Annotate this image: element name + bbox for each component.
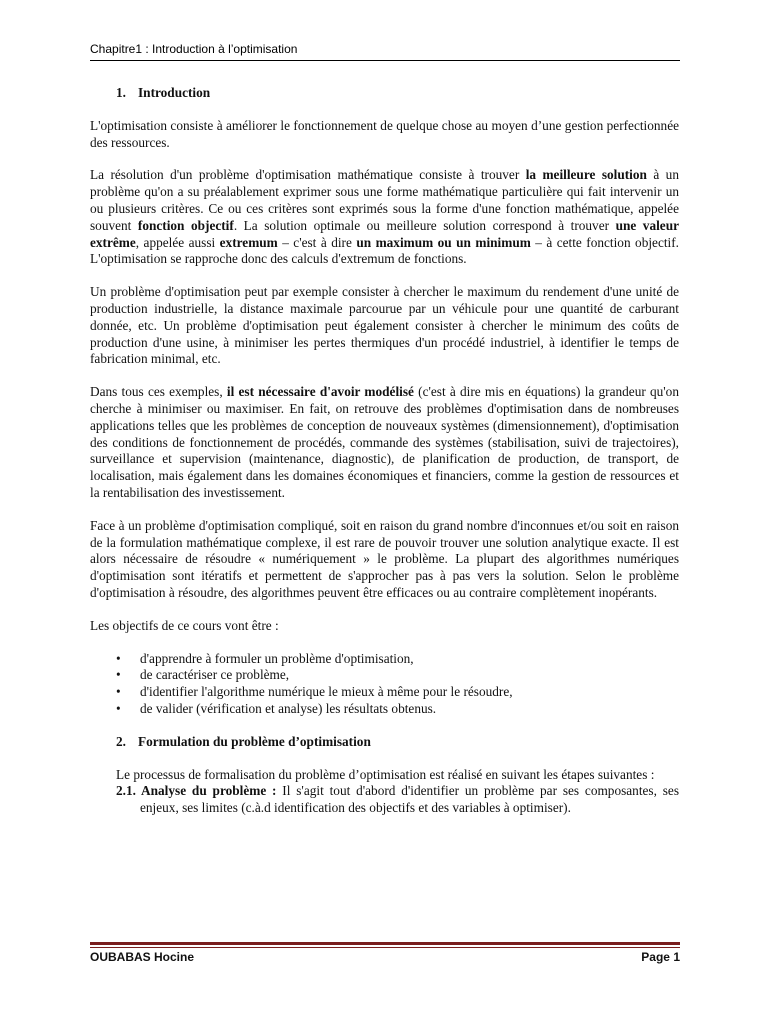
p2-bold-extremum: extremum: [219, 234, 278, 250]
section-2-number: 2.: [116, 733, 126, 749]
p2-text-i: – c'est à dire: [277, 234, 357, 250]
section-1-title: Introduction: [138, 85, 211, 100]
subsection-2-1-label: 2.1. Analyse du problème :: [116, 783, 277, 799]
section-1-number: 1.: [116, 85, 126, 100]
paragraph-6: Les objectifs de ce cours vont être :: [90, 617, 279, 633]
p2-bold-valeur-extreme: une valeur extrême: [90, 217, 679, 250]
p4-bold-modelise: il est nécessaire d'avoir modélisé: [226, 384, 414, 400]
paragraph-4: [90, 384, 679, 502]
section-2-title: Formulation du problème d’optimisation: [138, 733, 371, 749]
footer-page-number: Page 1: [641, 950, 680, 964]
subsection-2-1: [90, 783, 679, 817]
list-item: • d'apprendre à formuler un problème d'optimisation,: [90, 651, 679, 668]
list-item: • de caractériser ce problème,: [90, 667, 679, 684]
list-item: • de valider (vérification et analyse) les résultats obtenus.: [90, 701, 679, 718]
paragraph-1: L'optimisation consiste à améliorer le fonctionnement de quelque chose au moyen d’une gestion perfectionnée des ressources.: [90, 117, 679, 150]
p4-text-c: (c'est à dire mis en équations) la grandeur qu'on cherche à minimiser ou maximiser. En fait, on retrouve des problèmes d'optimisation dans de nombreuses applications telles que les problèmes de conception de nouveaux systèmes (dimensionnement), d'optimisation des conditions de fonctionnement de procédés, commande des systèmes (stabilisation, suivi de trajectoires), surveillance et supervision (maintenance, diagnostic), de planification de production, de transport, de localisation, mais également dans les domaines économiques et financiers, comme la gestion de ressources et la rentabilisation des investissement.: [90, 384, 679, 500]
p2-text-a: La résolution d'un problème d'optimisation mathématique consiste à trouver: [90, 167, 526, 183]
objectives-list: [90, 651, 679, 718]
subsection-2-1-text: Il s'agit tout d'abord d'identifier un problème par ses composantes, ses enjeux, ses limites (c.à.d identification des objectifs et des variables à optimiser).: [140, 783, 680, 816]
p2-bold-fonction-objectif: fonction objectif: [137, 217, 234, 233]
footer-author: OUBABAS Hocine: [90, 950, 195, 964]
section-2-heading: [90, 734, 679, 751]
footer-rule-thin: [90, 947, 680, 948]
paragraph-3: Un problème d'optimisation peut par exemple consister à chercher le maximum du rendement d'une unité de production industrielle, la distance maximale parcourue par un véhicule pour une quantité de carburant donnée, etc. Un problème d'optimisation peut également consister à chercher le minimum des coûts de production d'une usine, à minimiser les pertes thermiques d'un procédé industriel, à identifier le temps de fabrication minimal, etc.: [90, 284, 679, 367]
p2-text-k: – à cette fonction objectif. L'optimisation se rapproche donc des calculs d'extremum de fonctions.: [90, 234, 679, 267]
paragraph-5: Face à un problème d'optimisation compliqué, soit en raison du grand nombre d'inconnues et/ou soit en raison de la formulation mathématique complexe, il est rare de pouvoir trouver une solution analytique exacte. Il est alors nécessaire de résoudre « numériquement » le problème. La plupart des algorithmes numériques d'optimisation sont itératifs et permettent de s'approcher pas à pas vers la solution. Selon le problème d'optimisation à résoudre, des algorithmes peuvent être efficaces ou au contraire complètement inopérants.: [90, 517, 679, 600]
p4-text-a: Dans tous ces exemples,: [90, 384, 227, 400]
p2-bold-max-min: un maximum ou un minimum: [356, 234, 531, 250]
paragraph-2: [90, 167, 679, 268]
p2-text-c: à un problème qu'on a su préalablement exprimer sous une forme mathématique particulière qui fait intervenir un ou plusieurs critères. Ce ou ces critères sont exprimés sous la forme d'une fonction mathématique, appelée souvent: [90, 167, 679, 233]
section-1-heading: [90, 85, 679, 102]
footer-rule-thick: [90, 942, 680, 945]
document-body: [90, 85, 679, 833]
p2-text-g: , appelée aussi: [135, 234, 220, 250]
p2-bold-meilleure-solution: la meilleure solution: [525, 167, 647, 183]
p2-text-e: . La solution optimale ou meilleure solution correspond à trouver: [233, 217, 616, 233]
page-header: [90, 42, 680, 61]
page-footer: [90, 950, 680, 964]
section-2-paragraph: Le processus de formalisation du problème d’optimisation est réalisé en suivant les étapes suivantes :: [116, 766, 655, 782]
list-item: • d'identifier l'algorithme numérique le mieux à même pour le résoudre,: [90, 684, 679, 701]
chapter-title: Chapitre1 : Introduction à l’optimisation: [90, 42, 298, 56]
